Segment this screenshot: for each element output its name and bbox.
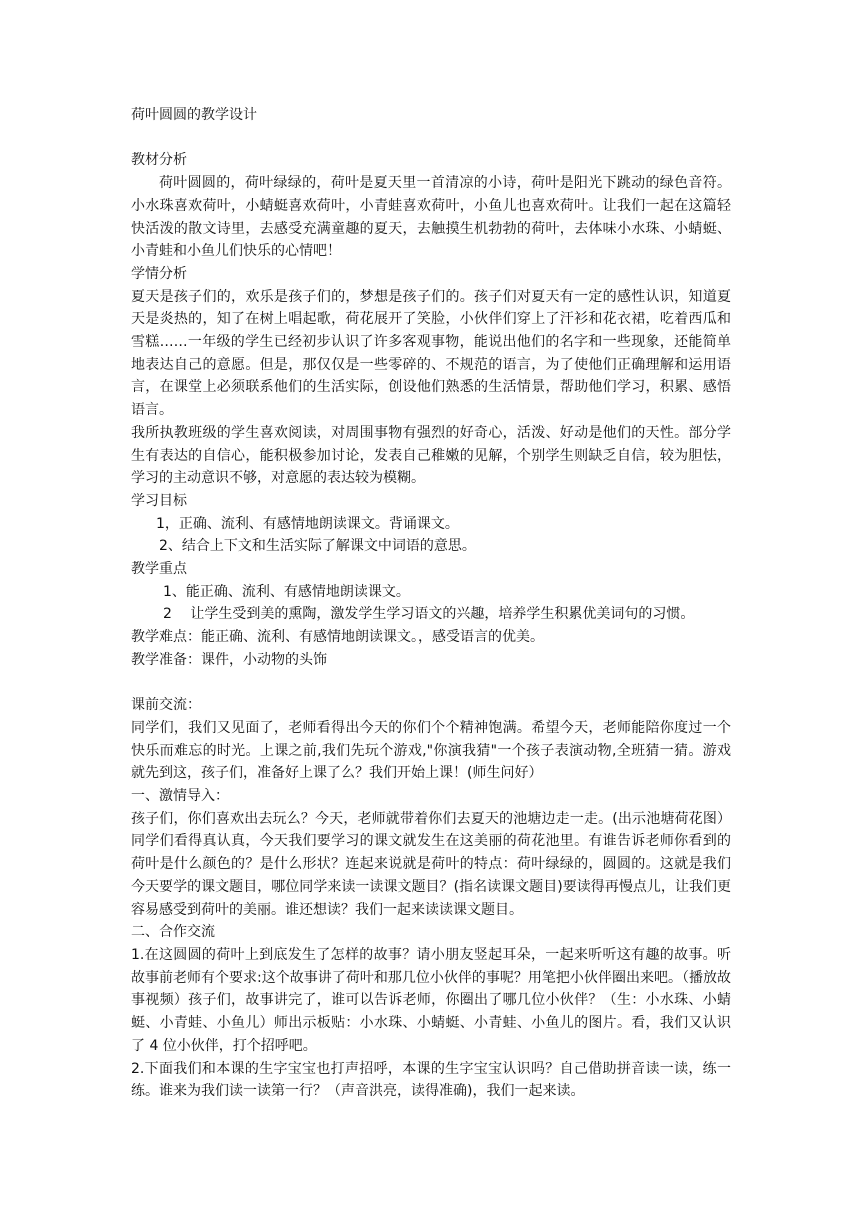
- step1-paragraph: 孩子们，你们喜欢出去玩么？今天，老师就带着你们去夏天的池塘边走一走。(出示池塘荷花图）同学们看得真认真，今天我们要学习的课文就发生在这美丽的荷花池里。有谁告诉老师你看到的荷叶是什么颜色的？是什么形状？连起来说就是荷叶的特点：荷叶绿绿的，圆圆的。这就是我们今天要学的课文题目，哪位同学来读一读课文题目？(指名读课文题目)要读得再慢点儿，让我们更容易感受到荷叶的美丽。谁还想读？我们一起来读读课文题目。: [131, 810, 731, 918]
- step2-paragraph-1: 1.在这圆圆的荷叶上到底发生了怎样的故事？请小朋友竖起耳朵，一起来听听这有趣的故事。听故事前老师有个要求:这个故事讲了荷叶和那几位小伙伴的事呢？用笔把小伙伴圈出来吧。（播放故事视频）孩子们，故事讲完了，谁可以告诉老师，你圈出了哪几位小伙伴？（生：小水珠、小蜻蜓、小青蛙、小鱼儿）师出示板贴：小水珠、小蜻蜓、小青蛙、小鱼儿的图片。看，我们又认识了 4 位小伙伴，打个招呼吧。: [131, 946, 731, 1054]
- student-paragraph-2: 我所执教班级的学生喜欢阅读，对周围事物有强烈的好奇心，活泼、好动是他们的天性。部分学生有表达的自信心，能积极参加讨论，发表自己稚嫩的见解，个别学生则缺乏自信，较为胆怯，学习的主动意识不够，对意愿的表达较为模糊。: [131, 424, 731, 487]
- preparation-line: 教学准备：课件，小动物的头饰: [131, 651, 327, 668]
- step2-paragraph-2: 2.下面我们和本课的生字宝宝也打声招呼，本课的生字宝宝认识吗？自己借助拼音读一读，练一练。谁来为我们读一读第一行？（声音洪亮，读得准确)，我们一起来读。: [131, 1060, 731, 1100]
- step2-heading: 二、合作交流: [131, 924, 215, 941]
- preclass-heading: 课前交流：: [131, 697, 201, 714]
- document-body: [131, 104, 731, 1103]
- student-paragraph-1: 夏天是孩子们的，欢乐是孩子们的，梦想是孩子们的。孩子们对夏天有一定的感性认识，知道夏天是炎热的，知了在树上唱起歌，荷花展开了笑脸，小伙伴们穿上了汗衫和花衣裙，吃着西瓜和雪糕……一年级的学生已经初步认识了许多客观事物，能说出他们的名字和一些现象，还能简单地表达自己的意愿。但是，那仅仅是一些零碎的、不规范的语言，为了使他们正确理解和运用语言，在课堂上必须联系他们的生活实际，创设他们熟悉的生活情景，帮助他们学习，积累、感悟语言。: [131, 288, 731, 419]
- preclass-paragraph: 同学们，我们又见面了，老师看得出今天的你们个个精神饱满。希望今天，老师能陪你度过一个快乐而难忘的时光。上课之前,我们先玩个游戏,"你演我猜"一个孩子表演动物,全班猜一猜。游戏就先到这，孩子们，准备好上课了么？我们开始上课！(师生问好）: [131, 719, 731, 782]
- keypoints-heading: 教学重点: [131, 561, 187, 578]
- objective-item-2: 2、结合上下文和生活实际了解课文中词语的意思。: [159, 538, 476, 555]
- step1-heading: 一、激情导入：: [131, 788, 229, 805]
- keypoint-item-2: 2 让学生受到美的熏陶，激发学生学习语文的兴趣，培养学生积累优美词句的习惯。: [163, 606, 695, 623]
- keypoint-item-1: 1、能正确、流利、有感情地朗读课文。: [163, 583, 410, 600]
- material-paragraph: 荷叶圆圆的，荷叶绿绿的，荷叶是夏天里一首清凉的小诗，荷叶是阳光下跳动的绿色音符。小水珠喜欢荷叶，小蜻蜓喜欢荷叶，小青蛙喜欢荷叶，小鱼儿也喜欢荷叶。让我们一起在这篇轻快活泼的散文诗里，去感受充满童趣的夏天，去触摸生机勃勃的荷叶，去体味小水珠、小蜻蜓、小青蛙和小鱼儿们快乐的心情吧！: [131, 175, 731, 260]
- difficulty-line: 教学难点：能正确、流利、有感情地朗读课文。，感受语言的优美。: [131, 629, 544, 646]
- document-title: 荷叶圆圆的教学设计: [131, 107, 257, 123]
- objective-item-1: 1，正确、流利、有感情地朗读课文。背诵课文。: [156, 515, 459, 532]
- objectives-heading: 学习目标: [131, 492, 187, 509]
- blank-line: [131, 672, 731, 695]
- material-heading: 教材分析: [131, 152, 187, 169]
- student-heading: 学情分析: [131, 265, 187, 282]
